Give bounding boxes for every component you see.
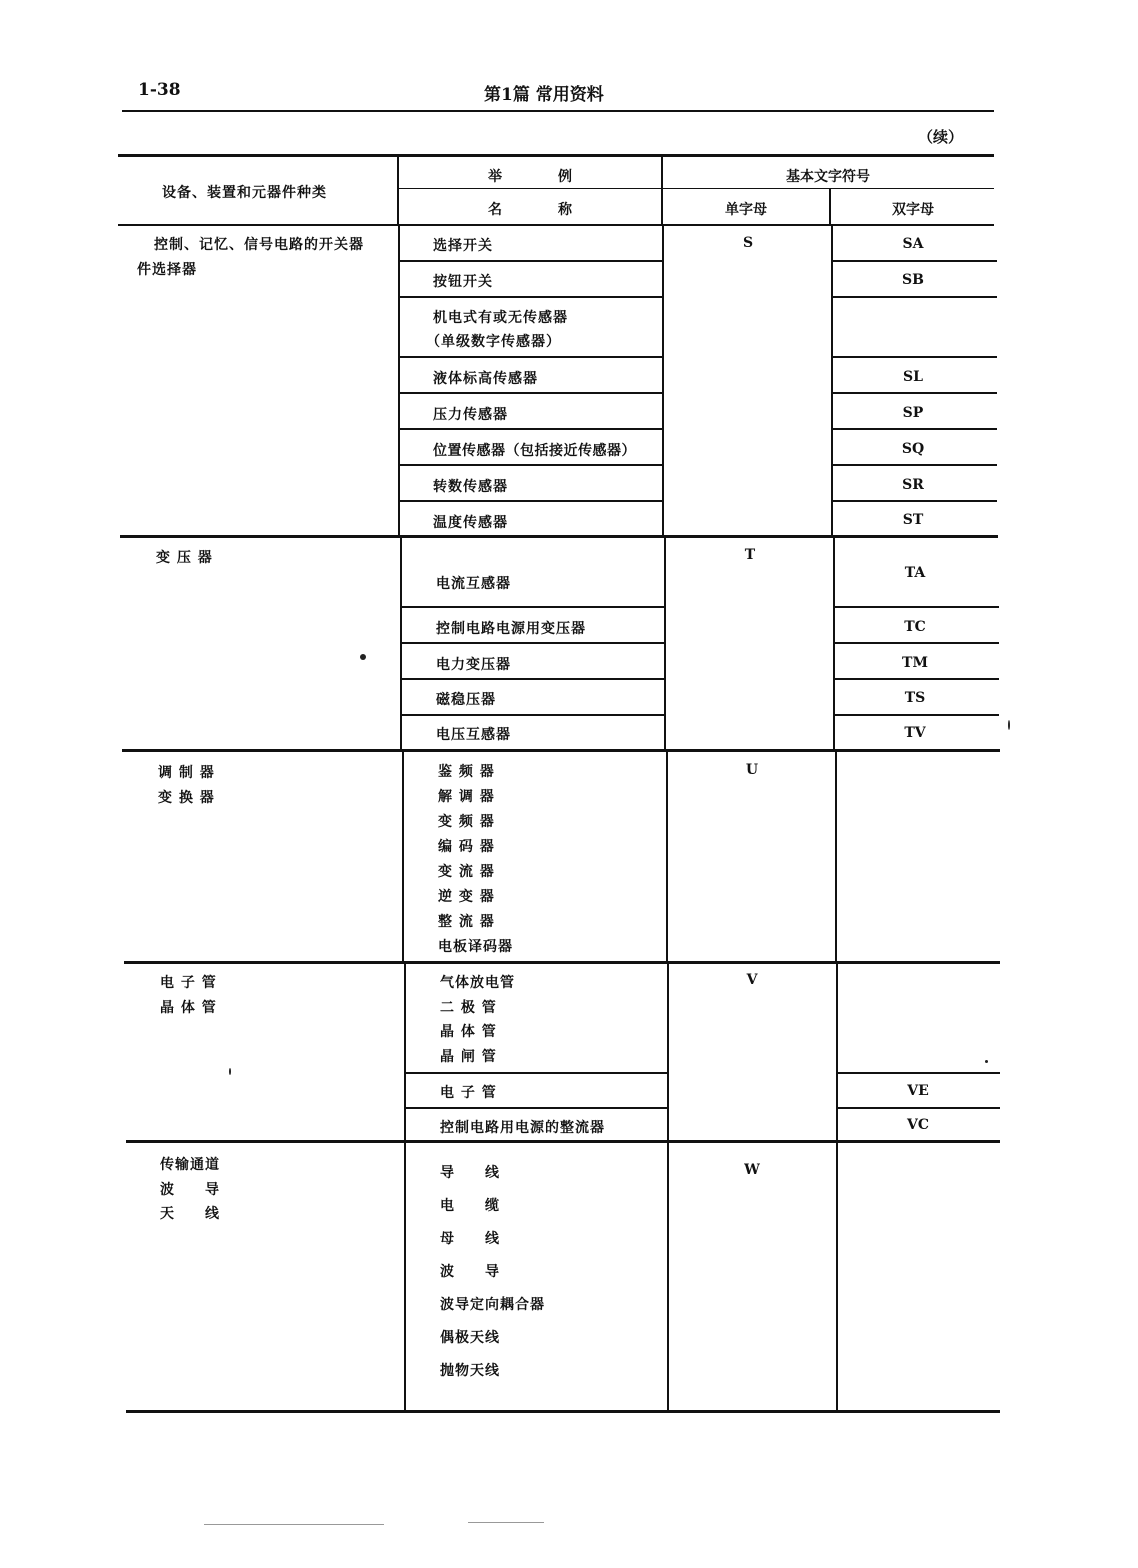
continued-label: （续） xyxy=(918,128,964,146)
running-title: 第1篇 常用资料 xyxy=(484,85,604,105)
col-rule xyxy=(662,226,664,536)
row-rule xyxy=(835,606,999,608)
group-rule xyxy=(126,1140,1000,1143)
example-name: 电 缆 xyxy=(440,1198,500,1214)
header-category: 设备、装置和元器件种类 xyxy=(162,185,327,201)
col-rule xyxy=(402,752,404,962)
example-name: 波 导 xyxy=(440,1264,500,1280)
example-name: 抛物天线 xyxy=(440,1363,500,1379)
col-rule xyxy=(836,1143,838,1411)
example-name: 转数传感器 xyxy=(433,479,508,495)
header-example-name: 名 称 xyxy=(488,202,572,218)
category-label: 变 换 器 xyxy=(158,790,215,806)
single-letter-symbol: S xyxy=(742,235,754,251)
col-rule xyxy=(400,538,402,750)
row-rule xyxy=(402,714,664,716)
example-name: 气体放电管 xyxy=(440,975,515,991)
row-rule xyxy=(838,1072,1000,1074)
example-name-note: （单级数字传感器） xyxy=(426,334,561,350)
example-name: 晶 体 管 xyxy=(440,1024,497,1040)
category-label: 变 压 器 xyxy=(156,550,213,566)
row-rule xyxy=(400,428,662,430)
example-name: 整 流 器 xyxy=(438,914,495,930)
category-label: 件选择器 xyxy=(137,262,197,278)
example-name: 控制电路用电源的整流器 xyxy=(440,1120,605,1136)
row-rule xyxy=(835,714,999,716)
row-rule xyxy=(833,260,997,262)
scan-speck xyxy=(1008,720,1010,730)
double-letter-symbol: SP xyxy=(902,405,924,421)
row-rule xyxy=(400,392,662,394)
example-name: 导 线 xyxy=(440,1165,500,1181)
example-name: 位置传感器（包括接近传感器） xyxy=(433,443,636,459)
double-letter-symbol: SB xyxy=(902,272,924,288)
row-rule xyxy=(402,678,664,680)
group-rule xyxy=(120,535,998,538)
header-single-letter: 单字母 xyxy=(725,202,767,218)
row-rule xyxy=(835,678,999,680)
example-name: 电 子 管 xyxy=(440,1085,497,1101)
col-rule xyxy=(664,538,666,750)
double-letter-symbol: TV xyxy=(904,725,926,741)
example-name: 波导定向耦合器 xyxy=(440,1297,545,1313)
single-letter-symbol: U xyxy=(745,762,759,778)
col-rule xyxy=(667,1143,669,1411)
double-letter-symbol: TM xyxy=(902,655,928,671)
single-letter-symbol: V xyxy=(746,972,758,988)
table-bottom-rule xyxy=(126,1410,1000,1413)
group-rule xyxy=(124,961,1000,964)
double-letter-symbol: TS xyxy=(904,690,926,706)
double-letter-symbol: SR xyxy=(902,477,924,493)
example-name: 电流互感器 xyxy=(436,576,511,592)
page-number: 1-38 xyxy=(138,80,181,100)
example-name: 变 频 器 xyxy=(438,814,495,830)
col-rule xyxy=(398,226,400,536)
double-letter-symbol: SL xyxy=(903,369,923,385)
col-rule xyxy=(836,964,838,1141)
category-label: 传输通道 xyxy=(160,1157,220,1173)
scan-smudge xyxy=(468,1522,544,1523)
category-label: 晶 体 管 xyxy=(160,1000,217,1016)
example-name: 磁稳压器 xyxy=(436,692,496,708)
row-rule xyxy=(833,392,997,394)
row-rule xyxy=(400,260,662,262)
example-name: 温度传感器 xyxy=(433,515,508,531)
scan-speck xyxy=(229,1068,231,1075)
double-letter-symbol: SQ xyxy=(901,441,925,457)
example-name: 母 线 xyxy=(440,1231,500,1247)
header-basic-symbol: 基本文字符号 xyxy=(786,169,870,185)
col-rule xyxy=(404,1143,406,1411)
example-name: 变 流 器 xyxy=(438,864,495,880)
scan-speck xyxy=(360,654,366,660)
row-rule xyxy=(400,356,662,358)
scan-speck xyxy=(985,1060,988,1063)
example-name: 晶 闸 管 xyxy=(440,1049,497,1065)
header-example: 举 例 xyxy=(488,169,572,185)
row-rule xyxy=(406,1107,668,1109)
row-rule xyxy=(835,642,999,644)
category-label: 波 导 xyxy=(160,1182,220,1198)
row-rule xyxy=(833,500,997,502)
example-name: 按钮开关 xyxy=(433,274,493,290)
example-name: 编 码 器 xyxy=(438,839,495,855)
single-letter-symbol: W xyxy=(744,1162,760,1178)
col-rule xyxy=(667,964,669,1141)
example-name: 逆 变 器 xyxy=(438,889,495,905)
header-double-letter: 双字母 xyxy=(892,202,934,218)
example-name: 控制电路电源用变压器 xyxy=(436,621,586,637)
example-name: 二 极 管 xyxy=(440,1000,497,1016)
row-rule xyxy=(833,428,997,430)
double-letter-symbol: TC xyxy=(904,619,926,635)
example-name: 解 调 器 xyxy=(438,789,495,805)
category-label: 电 子 管 xyxy=(160,975,217,991)
row-rule xyxy=(406,1072,668,1074)
row-rule xyxy=(400,500,662,502)
row-rule xyxy=(833,464,997,466)
header-bottom-rule xyxy=(118,224,994,226)
row-rule xyxy=(833,296,997,298)
row-rule xyxy=(400,296,662,298)
double-letter-symbol: VC xyxy=(906,1117,929,1133)
group-rule xyxy=(122,749,1000,752)
double-letter-symbol: SA xyxy=(902,236,924,252)
example-name: 压力传感器 xyxy=(433,407,508,423)
row-rule xyxy=(838,1107,1000,1109)
example-name: 电板译码器 xyxy=(438,939,513,955)
example-name: 鉴 频 器 xyxy=(438,764,495,780)
example-name: 机电式有或无传感器 xyxy=(433,310,568,326)
row-rule xyxy=(400,464,662,466)
row-rule xyxy=(833,356,997,358)
example-name: 选择开关 xyxy=(433,238,493,254)
col-rule xyxy=(404,964,406,1141)
example-name: 电力变压器 xyxy=(436,657,511,673)
single-letter-symbol: T xyxy=(744,547,756,563)
double-letter-symbol: ST xyxy=(902,512,924,528)
category-label: 调 制 器 xyxy=(158,765,215,781)
category-label: 天 线 xyxy=(160,1206,220,1222)
scan-smudge xyxy=(204,1524,384,1525)
col-rule xyxy=(666,752,668,962)
row-rule xyxy=(402,642,664,644)
category-label: 控制、记忆、信号电路的开关器 xyxy=(154,237,364,253)
double-letter-symbol: TA xyxy=(904,565,926,581)
row-rule xyxy=(402,606,664,608)
header-sub-rule xyxy=(398,188,994,189)
example-name: 偶极天线 xyxy=(440,1330,500,1346)
table-top-rule xyxy=(118,154,994,157)
col-rule xyxy=(835,752,837,962)
double-letter-symbol: VE xyxy=(907,1083,929,1099)
example-name: 液体标高传感器 xyxy=(433,371,538,387)
example-name: 电压互感器 xyxy=(436,727,511,743)
